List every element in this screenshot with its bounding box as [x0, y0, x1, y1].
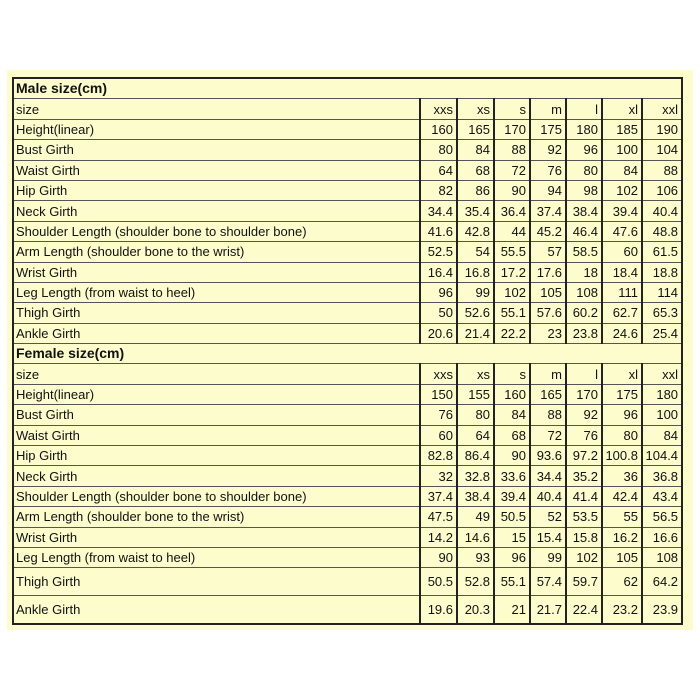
- measurement-value: 98: [566, 180, 602, 200]
- measurement-value: 96: [420, 282, 457, 302]
- measurement-label: Waist Girth: [13, 425, 420, 445]
- measurement-label: Wrist Girth: [13, 262, 420, 282]
- table-row: [13, 527, 682, 547]
- measurement-value: 25.4: [642, 323, 682, 343]
- measurement-value: 104.4: [642, 446, 682, 466]
- size-header-cell: s: [494, 99, 530, 119]
- measurement-value: 84: [602, 160, 642, 180]
- measurement-value: 17.2: [494, 262, 530, 282]
- measurement-value: 68: [457, 160, 494, 180]
- measurement-value: 18.8: [642, 262, 682, 282]
- measurement-value: 36.4: [494, 201, 530, 221]
- measurement-value: 48.8: [642, 221, 682, 241]
- measurement-value: 50.5: [494, 507, 530, 527]
- table-row: [13, 201, 682, 221]
- size-header-label: size: [13, 364, 420, 384]
- measurement-value: 105: [530, 282, 566, 302]
- measurement-value: 114: [642, 282, 682, 302]
- measurement-value: 80: [602, 425, 642, 445]
- measurement-value: 111: [602, 282, 642, 302]
- measurement-value: 106: [642, 180, 682, 200]
- measurement-value: 55.1: [494, 568, 530, 596]
- measurement-value: 52: [530, 507, 566, 527]
- measurement-label: Arm Length (shoulder bone to the wrist): [13, 242, 420, 262]
- measurement-value: 175: [530, 119, 566, 139]
- measurement-value: 23.2: [602, 596, 642, 625]
- measurement-value: 80: [420, 140, 457, 160]
- measurement-value: 44: [494, 221, 530, 241]
- measurement-value: 42.4: [602, 486, 642, 506]
- measurement-value: 16.6: [642, 527, 682, 547]
- measurement-value: 62.7: [602, 303, 642, 323]
- table-row: [13, 160, 682, 180]
- measurement-label: Bust Girth: [13, 405, 420, 425]
- measurement-label: Height(linear): [13, 119, 420, 139]
- measurement-value: 102: [494, 282, 530, 302]
- table-row: [13, 384, 682, 404]
- size-chart-body: [13, 78, 682, 624]
- measurement-value: 165: [530, 384, 566, 404]
- measurement-label: Leg Length (from waist to heel): [13, 282, 420, 302]
- measurement-value: 55.1: [494, 303, 530, 323]
- measurement-value: 16.2: [602, 527, 642, 547]
- measurement-value: 150: [420, 384, 457, 404]
- measurement-value: 40.4: [530, 486, 566, 506]
- measurement-value: 165: [457, 119, 494, 139]
- measurement-label: Ankle Girth: [13, 596, 420, 625]
- measurement-value: 55.5: [494, 242, 530, 262]
- measurement-value: 160: [494, 384, 530, 404]
- measurement-value: 180: [566, 119, 602, 139]
- measurement-value: 96: [494, 547, 530, 567]
- measurement-value: 38.4: [457, 486, 494, 506]
- measurement-value: 102: [602, 180, 642, 200]
- measurement-label: Waist Girth: [13, 160, 420, 180]
- measurement-value: 57: [530, 242, 566, 262]
- measurement-value: 36: [602, 466, 642, 486]
- measurement-value: 21.4: [457, 323, 494, 343]
- measurement-value: 80: [566, 160, 602, 180]
- measurement-label: Arm Length (shoulder bone to the wrist): [13, 507, 420, 527]
- measurement-value: 82: [420, 180, 457, 200]
- size-header-cell: l: [566, 364, 602, 384]
- measurement-value: 90: [494, 180, 530, 200]
- measurement-value: 52.6: [457, 303, 494, 323]
- measurement-value: 58.5: [566, 242, 602, 262]
- measurement-value: 22.2: [494, 323, 530, 343]
- measurement-value: 92: [566, 405, 602, 425]
- table-row: [13, 405, 682, 425]
- measurement-value: 49: [457, 507, 494, 527]
- table-row: [13, 507, 682, 527]
- table-row: [13, 140, 682, 160]
- measurement-value: 60: [420, 425, 457, 445]
- size-header-cell: xs: [457, 364, 494, 384]
- measurement-value: 64: [420, 160, 457, 180]
- measurement-value: 68: [494, 425, 530, 445]
- measurement-value: 52.8: [457, 568, 494, 596]
- section-title: Female size(cm): [13, 344, 682, 364]
- measurement-value: 14.6: [457, 527, 494, 547]
- measurement-label: Height(linear): [13, 384, 420, 404]
- measurement-value: 72: [494, 160, 530, 180]
- measurement-value: 32: [420, 466, 457, 486]
- measurement-label: Ankle Girth: [13, 323, 420, 343]
- measurement-label: Thigh Girth: [13, 303, 420, 323]
- measurement-value: 94: [530, 180, 566, 200]
- table-row: [13, 242, 682, 262]
- measurement-value: 32.8: [457, 466, 494, 486]
- measurement-value: 108: [566, 282, 602, 302]
- table-row: [13, 466, 682, 486]
- section-title-row: [13, 344, 682, 364]
- table-row: [13, 568, 682, 596]
- measurement-value: 59.7: [566, 568, 602, 596]
- measurement-value: 99: [530, 547, 566, 567]
- measurement-value: 33.6: [494, 466, 530, 486]
- measurement-value: 64.2: [642, 568, 682, 596]
- measurement-label: Neck Girth: [13, 466, 420, 486]
- size-header-cell: xxl: [642, 99, 682, 119]
- measurement-value: 39.4: [602, 201, 642, 221]
- measurement-value: 20.6: [420, 323, 457, 343]
- section-title: Male size(cm): [13, 78, 682, 99]
- measurement-value: 175: [602, 384, 642, 404]
- measurement-value: 97.2: [566, 446, 602, 466]
- measurement-value: 57.4: [530, 568, 566, 596]
- measurement-value: 42.8: [457, 221, 494, 241]
- measurement-label: Hip Girth: [13, 446, 420, 466]
- measurement-value: 60: [602, 242, 642, 262]
- measurement-value: 18: [566, 262, 602, 282]
- measurement-value: 35.2: [566, 466, 602, 486]
- measurement-value: 108: [642, 547, 682, 567]
- measurement-value: 65.3: [642, 303, 682, 323]
- measurement-value: 82.8: [420, 446, 457, 466]
- measurement-value: 54: [457, 242, 494, 262]
- table-row: [13, 486, 682, 506]
- measurement-value: 76: [566, 425, 602, 445]
- measurement-value: 40.4: [642, 201, 682, 221]
- size-header-row: [13, 99, 682, 119]
- measurement-value: 76: [530, 160, 566, 180]
- measurement-value: 170: [566, 384, 602, 404]
- size-header-row: [13, 364, 682, 384]
- measurement-value: 84: [642, 425, 682, 445]
- measurement-label: Shoulder Length (shoulder bone to shoulder bone): [13, 221, 420, 241]
- measurement-value: 180: [642, 384, 682, 404]
- table-row: [13, 547, 682, 567]
- measurement-value: 41.4: [566, 486, 602, 506]
- measurement-value: 100.8: [602, 446, 642, 466]
- measurement-value: 15.8: [566, 527, 602, 547]
- table-row: [13, 180, 682, 200]
- measurement-value: 170: [494, 119, 530, 139]
- measurement-value: 100: [602, 140, 642, 160]
- measurement-value: 105: [602, 547, 642, 567]
- measurement-value: 15.4: [530, 527, 566, 547]
- measurement-value: 86: [457, 180, 494, 200]
- measurement-value: 41.6: [420, 221, 457, 241]
- measurement-value: 160: [420, 119, 457, 139]
- measurement-value: 34.4: [530, 466, 566, 486]
- size-header-cell: s: [494, 364, 530, 384]
- measurement-value: 62: [602, 568, 642, 596]
- measurement-value: 35.4: [457, 201, 494, 221]
- measurement-value: 50: [420, 303, 457, 323]
- measurement-value: 96: [602, 405, 642, 425]
- table-row: [13, 221, 682, 241]
- measurement-value: 56.5: [642, 507, 682, 527]
- size-header-label: size: [13, 99, 420, 119]
- table-row: [13, 425, 682, 445]
- measurement-value: 100: [642, 405, 682, 425]
- measurement-label: Thigh Girth: [13, 568, 420, 596]
- measurement-value: 64: [457, 425, 494, 445]
- section-title-row: [13, 78, 682, 99]
- measurement-value: 102: [566, 547, 602, 567]
- size-header-cell: xxl: [642, 364, 682, 384]
- size-header-cell: xl: [602, 99, 642, 119]
- measurement-value: 23: [530, 323, 566, 343]
- measurement-value: 46.4: [566, 221, 602, 241]
- measurement-value: 53.5: [566, 507, 602, 527]
- table-row: [13, 323, 682, 343]
- measurement-value: 57.6: [530, 303, 566, 323]
- measurement-value: 80: [457, 405, 494, 425]
- measurement-value: 92: [530, 140, 566, 160]
- measurement-value: 104: [642, 140, 682, 160]
- measurement-value: 88: [642, 160, 682, 180]
- measurement-value: 72: [530, 425, 566, 445]
- measurement-value: 34.4: [420, 201, 457, 221]
- measurement-value: 90: [494, 446, 530, 466]
- measurement-value: 93: [457, 547, 494, 567]
- measurement-value: 60.2: [566, 303, 602, 323]
- measurement-value: 23.8: [566, 323, 602, 343]
- measurement-value: 15: [494, 527, 530, 547]
- measurement-value: 84: [457, 140, 494, 160]
- size-header-cell: xxs: [420, 99, 457, 119]
- measurement-value: 99: [457, 282, 494, 302]
- measurement-label: Hip Girth: [13, 180, 420, 200]
- measurement-value: 45.2: [530, 221, 566, 241]
- table-row: [13, 446, 682, 466]
- measurement-value: 96: [566, 140, 602, 160]
- table-row: [13, 282, 682, 302]
- table-row: [13, 596, 682, 625]
- measurement-label: Bust Girth: [13, 140, 420, 160]
- measurement-value: 21.7: [530, 596, 566, 625]
- measurement-value: 43.4: [642, 486, 682, 506]
- size-chart-table: [12, 77, 683, 625]
- measurement-value: 52.5: [420, 242, 457, 262]
- measurement-value: 55: [602, 507, 642, 527]
- measurement-value: 17.6: [530, 262, 566, 282]
- size-header-cell: m: [530, 99, 566, 119]
- measurement-value: 86.4: [457, 446, 494, 466]
- size-header-cell: xxs: [420, 364, 457, 384]
- measurement-value: 50.5: [420, 568, 457, 596]
- size-header-cell: xl: [602, 364, 642, 384]
- measurement-value: 20.3: [457, 596, 494, 625]
- measurement-value: 14.2: [420, 527, 457, 547]
- measurement-value: 47.6: [602, 221, 642, 241]
- measurement-value: 37.4: [420, 486, 457, 506]
- measurement-value: 16.4: [420, 262, 457, 282]
- table-row: [13, 303, 682, 323]
- measurement-value: 18.4: [602, 262, 642, 282]
- measurement-value: 24.6: [602, 323, 642, 343]
- measurement-value: 36.8: [642, 466, 682, 486]
- measurement-value: 185: [602, 119, 642, 139]
- measurement-value: 38.4: [566, 201, 602, 221]
- measurement-label: Leg Length (from waist to heel): [13, 547, 420, 567]
- measurement-value: 88: [494, 140, 530, 160]
- measurement-value: 21: [494, 596, 530, 625]
- measurement-value: 61.5: [642, 242, 682, 262]
- measurement-value: 84: [494, 405, 530, 425]
- measurement-value: 155: [457, 384, 494, 404]
- measurement-value: 19.6: [420, 596, 457, 625]
- measurement-value: 93.6: [530, 446, 566, 466]
- measurement-value: 190: [642, 119, 682, 139]
- measurement-value: 88: [530, 405, 566, 425]
- measurement-value: 22.4: [566, 596, 602, 625]
- measurement-value: 39.4: [494, 486, 530, 506]
- table-row: [13, 262, 682, 282]
- size-header-cell: l: [566, 99, 602, 119]
- table-row: [13, 119, 682, 139]
- measurement-label: Shoulder Length (shoulder bone to shoulder bone): [13, 486, 420, 506]
- measurement-value: 23.9: [642, 596, 682, 625]
- measurement-value: 37.4: [530, 201, 566, 221]
- size-header-cell: xs: [457, 99, 494, 119]
- measurement-label: Neck Girth: [13, 201, 420, 221]
- measurement-value: 90: [420, 547, 457, 567]
- measurement-value: 76: [420, 405, 457, 425]
- measurement-value: 16.8: [457, 262, 494, 282]
- measurement-value: 47.5: [420, 507, 457, 527]
- measurement-label: Wrist Girth: [13, 527, 420, 547]
- size-header-cell: m: [530, 364, 566, 384]
